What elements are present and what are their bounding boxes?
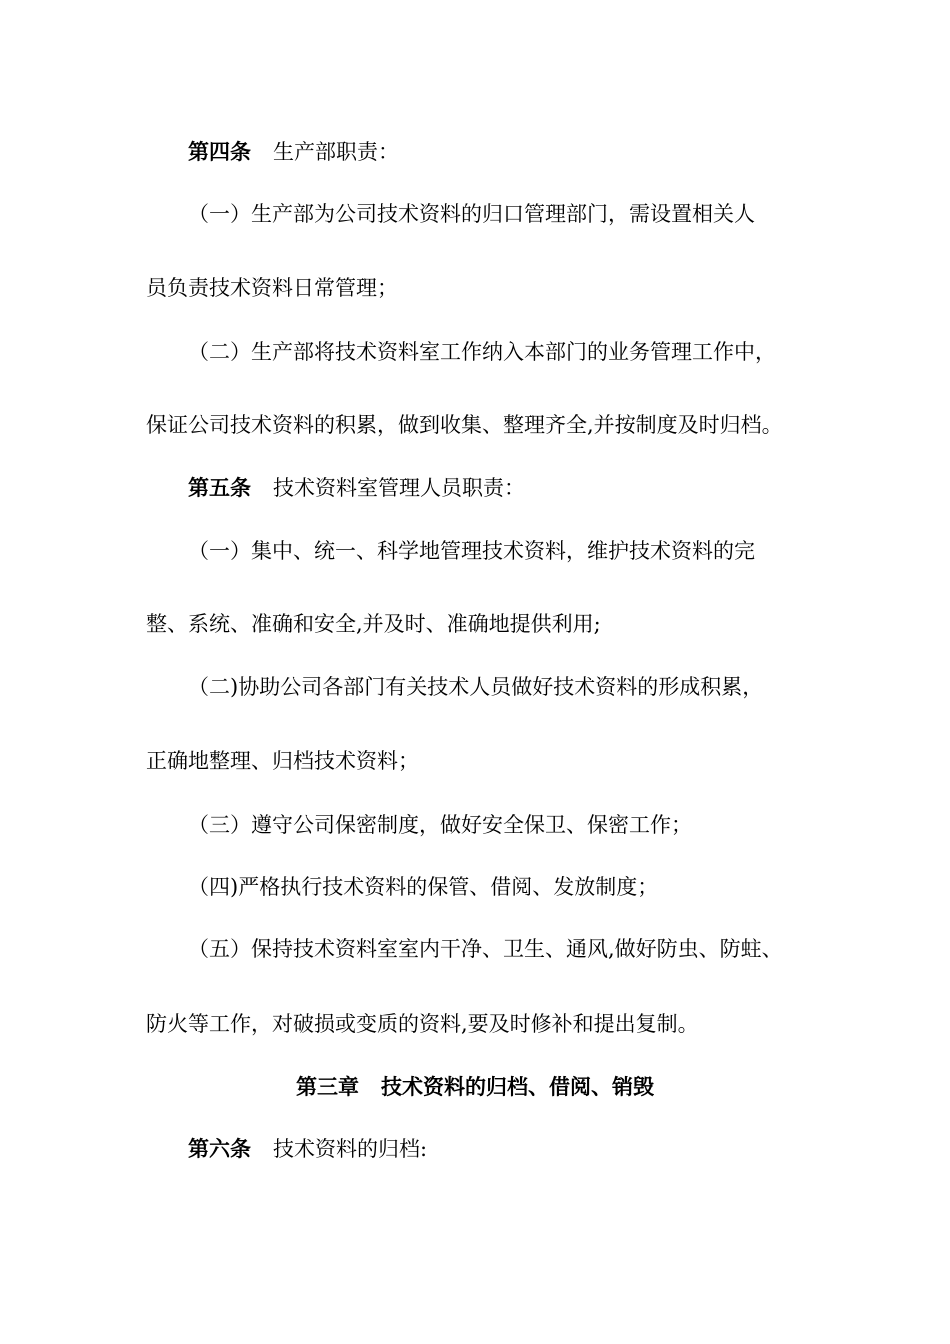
- article-4-label: 第四条: [188, 139, 251, 164]
- article-5-item-1-line-1: （一）集中、统一、科学地管理技术资料，维护技术资料的完: [188, 539, 755, 563]
- article-5-item-2-line-1: （二)协助公司各部门有关技术人员做好技术资料的形成积累，: [188, 675, 764, 699]
- article-4-item-1-line-2: 员负责技术资料日常管理；: [146, 276, 398, 300]
- article-4-title: 生产部职责：: [273, 140, 399, 164]
- article-5-item-4: （四)严格执行技术资料的保管、借阅、发放制度；: [188, 875, 659, 899]
- article-4-item-2-line-2: 保证公司技术资料的积累，做到收集、整理齐全,并按制度及时归档。: [146, 413, 783, 437]
- article-6-title: 技术资料的归档:: [273, 1137, 428, 1161]
- article-5-title: 技术资料室管理人员职责：: [273, 476, 525, 500]
- article-5-heading: [188, 474, 525, 502]
- article-5-item-5-line-1: （五）保持技术资料室室内干净、卫生、通风,做好防虫、防蛀、: [188, 937, 783, 961]
- article-6-heading: [188, 1135, 427, 1163]
- article-6-label: 第六条: [188, 1136, 251, 1161]
- article-5-item-1-line-2: 整、系统、准确和安全,并及时、准确地提供利用;: [146, 612, 601, 636]
- article-5-item-2-line-2: 正确地整理、归档技术资料；: [146, 749, 419, 773]
- chapter-3-label: 第三章: [296, 1074, 359, 1099]
- article-5-label: 第五条: [188, 475, 251, 500]
- article-4-heading: [188, 138, 399, 166]
- article-5-item-5-line-2: 防火等工作，对破损或变质的资料,要及时修补和提出复制。: [146, 1012, 699, 1036]
- article-5-item-3: （三）遵守公司保密制度，做好安全保卫、保密工作；: [188, 813, 692, 837]
- chapter-3-heading: [0, 1073, 950, 1101]
- article-4-item-1-line-1: （一）生产部为公司技术资料的归口管理部门，需设置相关人: [188, 202, 755, 226]
- chapter-3-title: 技术资料的归档、借阅、销毁: [381, 1074, 654, 1099]
- article-4-item-2-line-1: （二）生产部将技术资料室工作纳入本部门的业务管理工作中，: [188, 340, 776, 364]
